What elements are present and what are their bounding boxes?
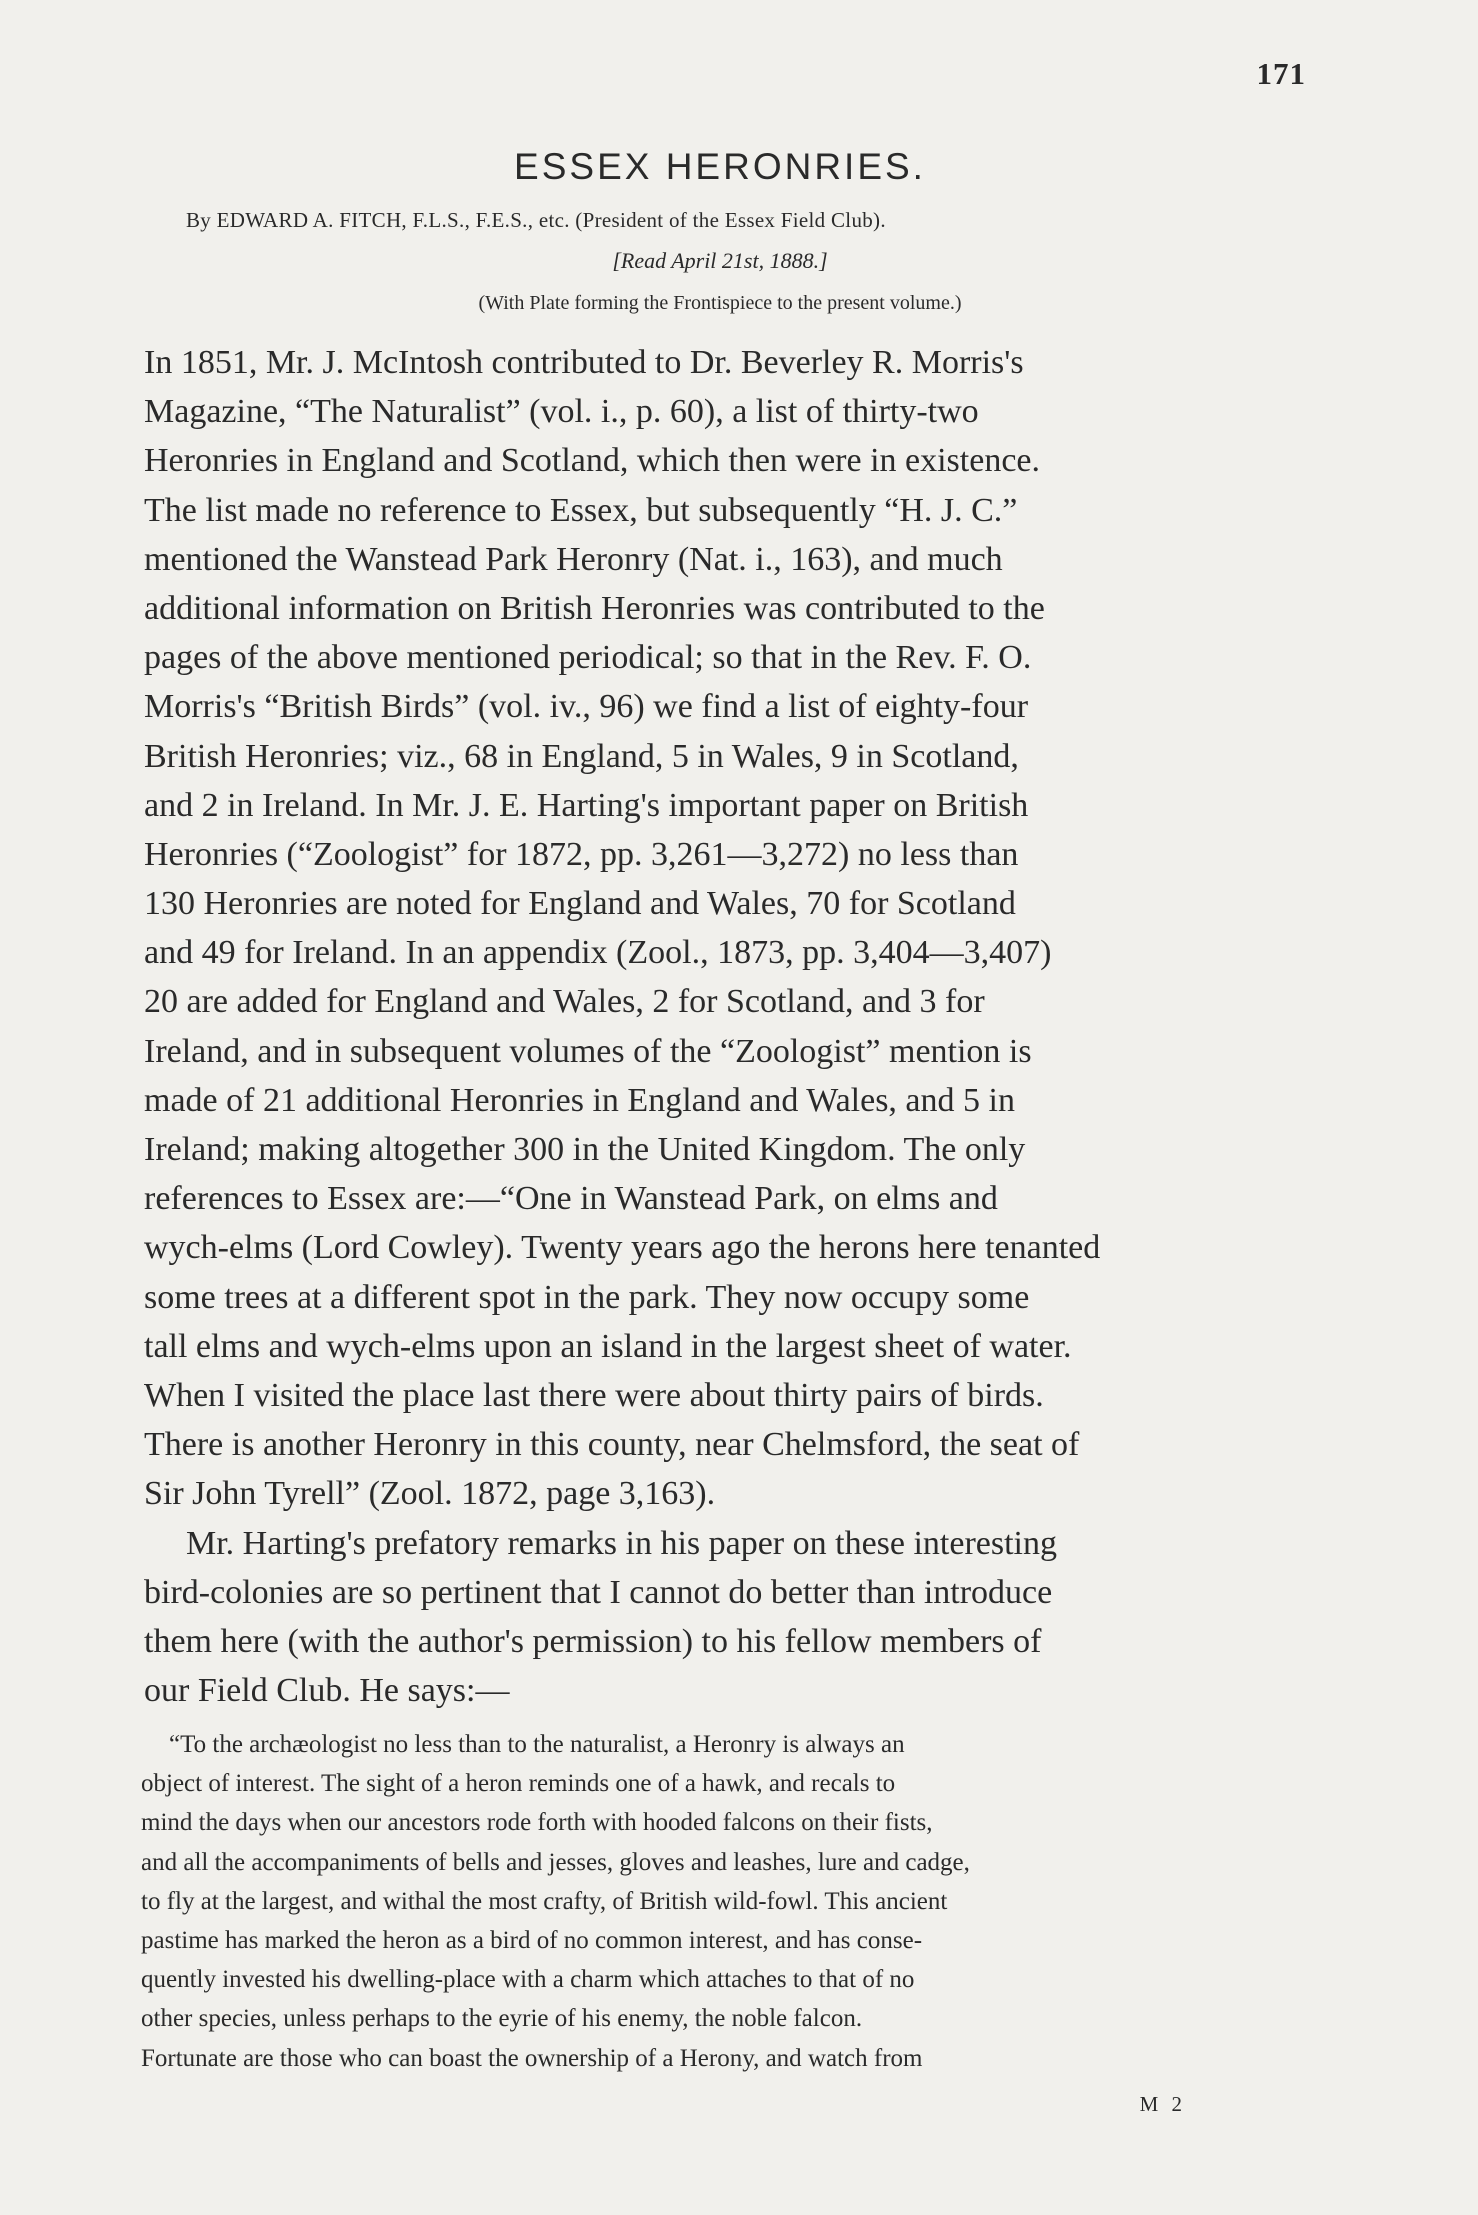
body-line: references to Essex are:—“One in Wanstead Park, on elms and	[144, 1180, 998, 1218]
body-line: Morris's “British Birds” (vol. iv., 96) we find a list of eighty-four	[144, 688, 1029, 726]
read-date: [Read April 21st, 1888.]	[612, 248, 828, 273]
body-line: Sir John Tyrell” (Zool. 1872, page 3,163).	[144, 1475, 716, 1513]
body-line: 20 are added for England and Wales, 2 for Scotland, and 3 for	[144, 983, 985, 1021]
body-line: Heronries (“Zoologist” for 1872, pp. 3,261—3,272) no less than	[144, 835, 1019, 873]
body-line: Ireland; making altogether 300 in the United Kingdom. The only	[144, 1131, 1026, 1168]
body-line: bird-colonies are so pertinent that I cannot do better than introduce	[144, 1573, 1053, 1611]
body-line: some trees at a different spot in the park. They now occupy some	[144, 1278, 1030, 1316]
body-line: pages of the above mentioned periodical; so that in the Rev. F. O.	[144, 639, 1032, 677]
body-line: and 49 for Ireland. In an appendix (Zool., 1873, pp. 3,404—3,407)	[144, 934, 1052, 972]
body-line: 130 Heronries are noted for England and Wales, 70 for Scotland	[144, 885, 1016, 923]
body-line: Heronries in England and Scotland, which then were in existence.	[144, 442, 1041, 480]
block-quote	[141, 1725, 1296, 2078]
body-line: In 1851, Mr. J. McIntosh contributed to Dr. Beverley R. Morris's	[144, 344, 1024, 381]
body-line: wych-elms (Lord Cowley). Twenty years ago the herons here tenanted	[144, 1229, 1101, 1267]
body-line: The list made no reference to Essex, but subsequently “H. J. C.”	[144, 491, 1018, 529]
body-line: made of 21 additional Heronries in England and Wales, and 5 in	[144, 1081, 1015, 1119]
quote-line: Fortunate are those who can boast the ownership of a Herony, and watch from	[141, 2044, 923, 2072]
quote-line: quently invested his dwelling-place with a charm which attaches to that of no	[141, 1966, 915, 1994]
body-line: British Heronries; viz., 68 in England, 5 in Wales, 9 in Scotland,	[144, 737, 1019, 775]
quote-line: and all the accompaniments of bells and jesses, gloves and leashes, lure and cadge,	[141, 1848, 970, 1876]
quote-line: mind the days when our ancestors rode forth with hooded falcons on their fists,	[141, 1809, 933, 1837]
quote-line: object of interest. The sight of a heron reminds one of a hawk, and recals to	[141, 1770, 896, 1798]
body-line: tall elms and wych-elms upon an island in the largest sheet of water.	[144, 1327, 1072, 1365]
quote-line: other species, unless perhaps to the eyrie of his enemy, the noble falcon.	[141, 2005, 863, 2033]
body-line: mentioned the Wanstead Park Heronry (Nat. i., 163), and much	[144, 540, 1003, 578]
article-title: ESSEX HERONRIES.	[514, 146, 926, 187]
quote-line: pastime has marked the heron as a bird of no common interest, and has conse-	[141, 1926, 923, 1954]
signature-mark: M 2	[1139, 2092, 1186, 2116]
body-line: additional information on British Heronries was contributed to the	[144, 589, 1045, 627]
plate-note: (With Plate forming the Frontispiece to the present volume.)	[478, 292, 962, 314]
body-line: Magazine, “The Naturalist” (vol. i., p. 60), a list of thirty-two	[144, 393, 979, 431]
body-line: Mr. Harting's prefatory remarks in his paper on these interesting	[186, 1524, 1058, 1562]
body-line: When I visited the place last there were about thirty pairs of birds.	[144, 1376, 1044, 1414]
body-line: There is another Heronry in this county, near Chelmsford, the seat of	[144, 1426, 1080, 1464]
body-line: them here (with the author's permission) to his fellow members of	[144, 1622, 1042, 1660]
body-line: Ireland, and in subsequent volumes of the “Zoologist” mention is	[144, 1032, 1032, 1070]
author-byline: By EDWARD A. FITCH, F.L.S., F.E.S., etc. (President of the Essex Field Club).	[186, 208, 886, 232]
page-number: 171	[1256, 56, 1306, 91]
quote-line: to fly at the largest, and withal the most crafty, of British wild-fowl. This ancient	[141, 1887, 948, 1915]
quote-line: “To the archæologist no less than to the naturalist, a Heronry is always an	[169, 1731, 905, 1758]
body-line: our Field Club. He says:—	[144, 1672, 510, 1710]
body-line: and 2 in Ireland. In Mr. J. E. Harting's important paper on British	[144, 786, 1029, 824]
body-text	[144, 338, 1294, 1715]
